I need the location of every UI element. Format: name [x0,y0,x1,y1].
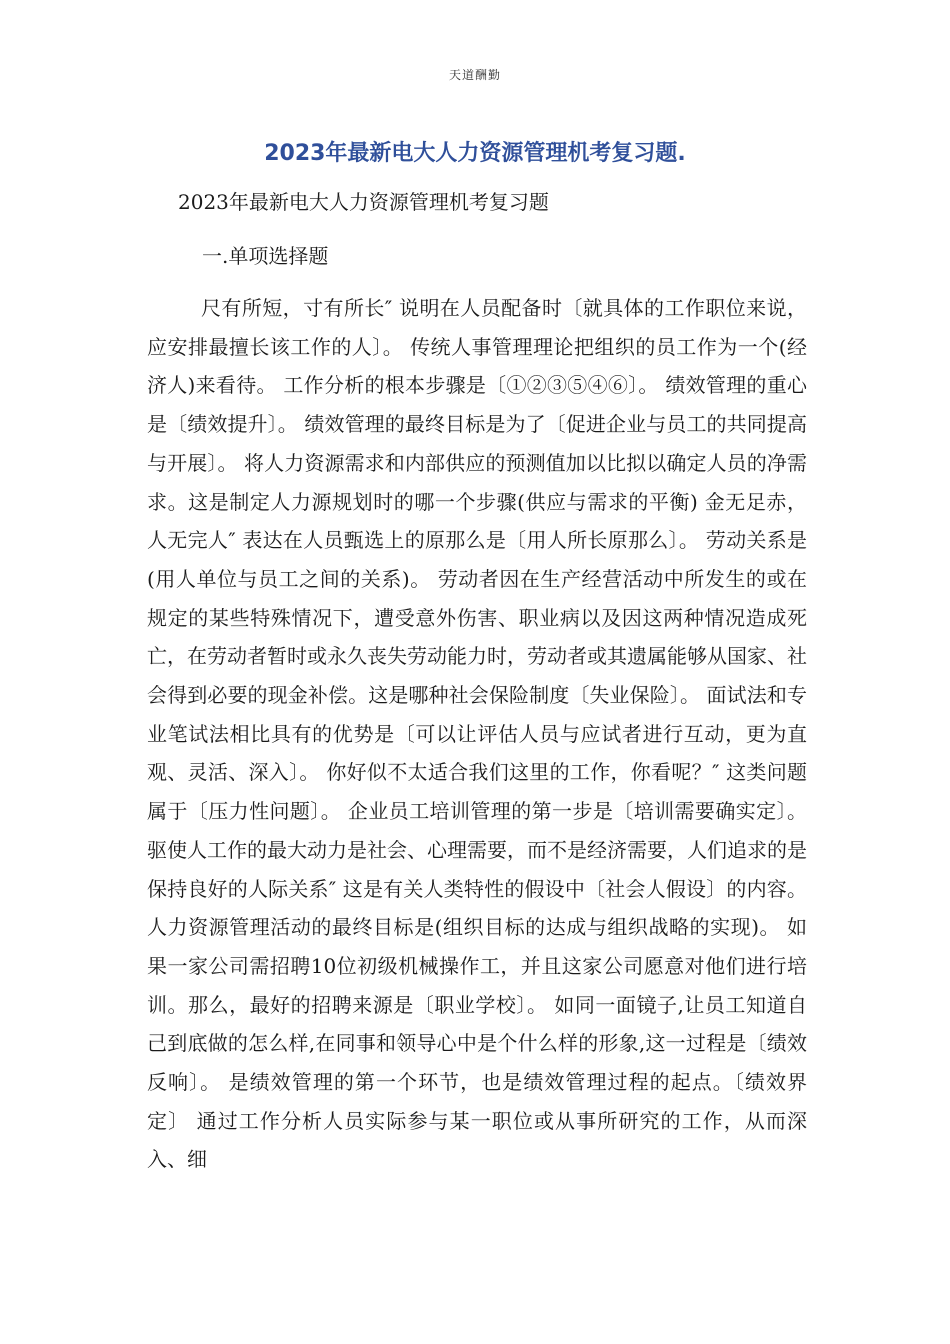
document-title: 2023年最新电大人力资源管理机考复习题. [264,141,686,166]
body-paragraph: 尺有所短，寸有所长″ 说明在人员配备时〔就具体的工作职位来说，应安排最擅长该工作的人〕。 传统人事管理理论把组织的员工作为一个(经济人)来看待。 工作分析的根本步骤是〔①②③⑤④⑥〕。 绩效管理的重心是〔绩效提升〕。 绩效管理的最终目标是为了〔促进企业与员工的共同提高与开展〕。 将人力资源需求和内部供应的预测值加以比拟以确定人员的净需求。这是制定人力源规划时的哪一个步骤(供应与需求的平衡) 金无足赤，人无完人″ 表达在人员甄选上的原那么是〔用人所长原那么〕。 劳动关系是(用人单位与员工之间的关系)。 劳动者因在生产经营活动中所发生的或在规定的某些特殊情况下，遭受意外伤害、职业病以及因这两种情况造成死亡，在劳动者暂时或永久丧失劳动能力时，劳动者或其遗属能够从国家、社会得到必要的现金补偿。这是哪种社会保险制度〔失业保险〕。 面试法和专业笔试法相比具有的优势是〔可以让评估人员与应试者进行互动，更为直观、灵活、深入〕。 你好似不太适合我们这里的工作，你看呢？″ 这类问题属于〔压力性问题〕。 企业员工培训管理的第一步是〔培训需要确实定〕。 驱使人工作的最大动力是社会、心理需要，而不是经济需要，人们追求的是保持良好的人际关系″ 这是有关人类特性的假设中〔社会人假设〕的内容。 人力资源管理活动的最终目标是(组织目标的达成与组织战略的实现)。 如果一家公司需招聘10位初级机械操作工，并且这家公司愿意对他们进行培训。那么，最好的招聘来源是〔职业学校〕。 如同一面镜子,让员工知道自己到底做的怎么样,在同事和领导心中是个什么样的形象,这一过程是〔绩效反响〕。 是绩效管理的第一个环节，也是绩效管理过程的起点。〔绩效界定〕 通过工作分析人员实际参与某一职位或从事所研究的工作，从而深入、细 [147,296,807,1172]
page-header: 天道酬勤 [448,68,501,82]
section-heading: 一.单项选择题 [202,244,329,268]
document-subtitle: 2023年最新电大人力资源管理机考复习题 [178,190,549,214]
